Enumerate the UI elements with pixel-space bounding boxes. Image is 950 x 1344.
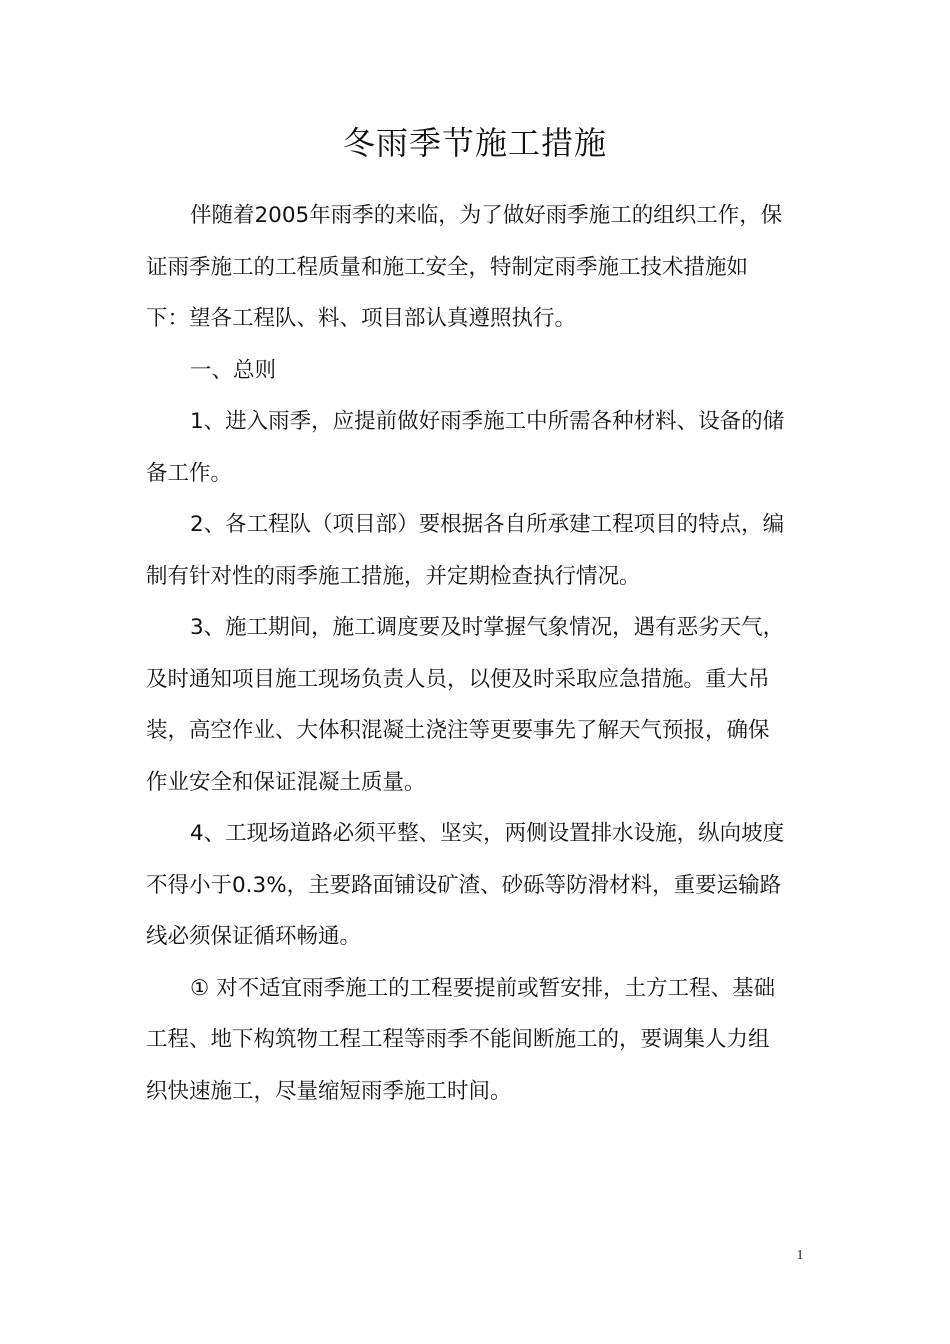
paragraph-item-3 (146, 602, 806, 808)
paragraph-line: 织快速施工，尽量缩短雨季施工时间。 (146, 1078, 512, 1104)
paragraph-line: 伴随着2005年雨季的来临，为了做好雨季施工的组织工作，保 (190, 203, 783, 228)
paragraph-line: 线必须保证循环畅通。 (146, 924, 362, 949)
paragraph-item-2 (146, 499, 806, 602)
paragraph-item-1 (146, 396, 806, 499)
paragraph-line: 不得小于0.3%，主要路面铺设矿渣、砂砾等防滑材料，重要运输路 (146, 872, 782, 898)
section-heading-general (146, 345, 806, 397)
paragraph-line: 及时通知项目施工现场负责人员，以便及时采取应急措施。重大吊 (146, 666, 770, 692)
paragraph-line: 证雨季施工的工程质量和施工安全，特制定雨季施工技术措施如 (146, 254, 749, 280)
paragraph-subitem-1 (146, 963, 806, 1118)
paragraph-line: 2、各工程队（项目部）要根据各自所承建工程项目的特点，编 (190, 512, 785, 537)
paragraph-line: 工程、地下构筑物工程工程等雨季不能间断施工的，要调集人力组 (146, 1027, 770, 1052)
paragraph-line: 一、总则 (190, 357, 277, 383)
document-title: 冬雨季节施工措施 (342, 124, 607, 162)
paragraph-line: 装，高空作业、大体积混凝土浇注等更要事先了解天气预报，确保 (146, 718, 770, 743)
paragraph-line: 4、工现场道路必须平整、坚实，两侧设置排水设施，纵向坡度 (190, 821, 785, 846)
paragraph-line: ① 对不适宜雨季施工的工程要提前或暂安排，土方工程、基础 (190, 975, 776, 1001)
paragraph-line: 1、进入雨季，应提前做好雨季施工中所需各种材料、设备的储 (190, 409, 785, 434)
page-number: 1 (796, 1248, 804, 1263)
paragraph-line: 3、施工期间，施工调度要及时掌握气象情况，遇有恶劣天气， (190, 615, 785, 640)
paragraph-line: 作业安全和保证混凝土质量。 (146, 769, 426, 795)
document-body (146, 190, 806, 1117)
paragraph-line: 下：望各工程队、料、项目部认真遵照执行。 (146, 306, 577, 331)
paragraph-line: 备工作。 (146, 460, 233, 486)
paragraph-intro (146, 190, 806, 345)
paragraph-line: 制有针对性的雨季施工措施，并定期检查执行情况。 (146, 563, 641, 589)
paragraph-item-4 (146, 808, 806, 963)
